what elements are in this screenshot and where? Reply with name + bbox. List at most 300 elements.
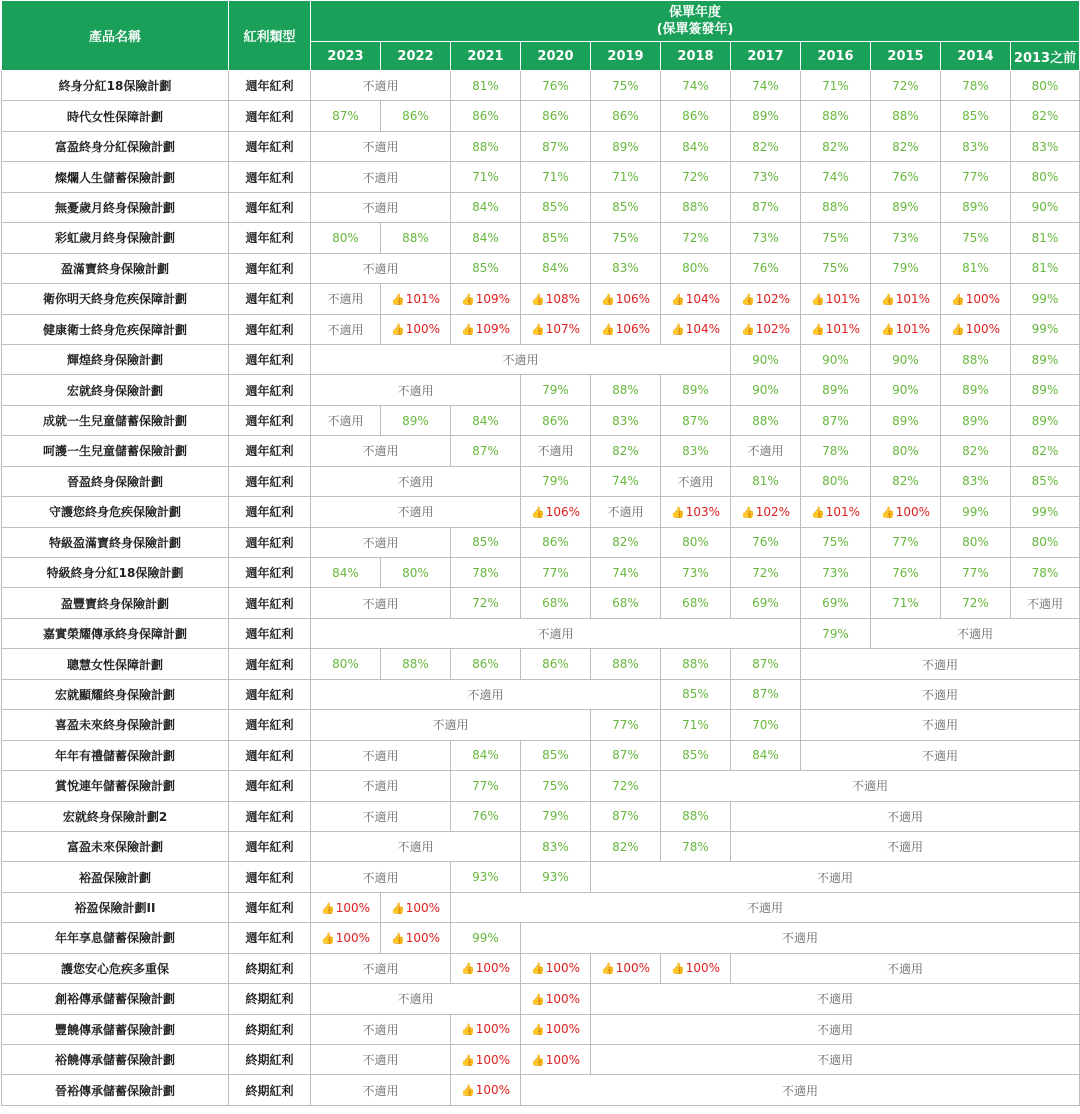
cell-value: 不適用 bbox=[817, 870, 854, 885]
cell-value: 103% bbox=[685, 504, 720, 519]
cell-value: 74% bbox=[612, 565, 639, 580]
cell-value: 83% bbox=[542, 839, 569, 854]
ratio-cell bbox=[451, 801, 521, 831]
dividend-type-cell: 週年紅利 bbox=[229, 162, 311, 192]
cell-value: 106% bbox=[545, 504, 580, 519]
not-applicable-cell bbox=[311, 405, 381, 435]
ratio-cell bbox=[661, 71, 731, 101]
dividend-type-cell: 週年紅利 bbox=[229, 831, 311, 861]
cell-value: 87% bbox=[682, 413, 709, 428]
table-row bbox=[2, 710, 1080, 740]
ratio-cell bbox=[521, 375, 591, 405]
cell-value: 101% bbox=[825, 291, 860, 306]
year-header-cell: 2019 bbox=[591, 42, 661, 71]
cell-value: 不適用 bbox=[887, 840, 924, 855]
not-applicable-cell bbox=[661, 466, 731, 496]
ratio-cell bbox=[661, 558, 731, 588]
cell-value: 81% bbox=[962, 261, 989, 276]
product-name-cell: 輝煌終身保險計劃 bbox=[2, 344, 229, 374]
dividend-type-cell: 週年紅利 bbox=[229, 192, 311, 222]
not-applicable-cell bbox=[521, 436, 591, 466]
cell-value: 76% bbox=[892, 170, 919, 185]
not-applicable-cell bbox=[661, 771, 1080, 801]
ratio-cell bbox=[731, 253, 801, 283]
cell-value: 75% bbox=[822, 230, 849, 245]
cell-value: 87% bbox=[612, 809, 639, 824]
cell-value: 73% bbox=[822, 565, 849, 580]
high-ratio-cell bbox=[941, 314, 1011, 344]
high-ratio-cell bbox=[871, 284, 941, 314]
cell-value: 89% bbox=[962, 413, 989, 428]
thumbs-up-icon: 👍 bbox=[460, 1084, 475, 1098]
ratio-cell bbox=[661, 375, 731, 405]
ratio-cell bbox=[451, 558, 521, 588]
ratio-cell bbox=[941, 192, 1011, 222]
not-applicable-cell bbox=[311, 192, 451, 222]
thumbs-up-icon: 👍 bbox=[950, 292, 965, 306]
year-header-cell: 2015 bbox=[871, 42, 941, 71]
ratio-cell bbox=[941, 558, 1011, 588]
cell-value: 73% bbox=[752, 230, 779, 245]
cell-value: 88% bbox=[402, 230, 429, 245]
thumbs-up-icon: 👍 bbox=[460, 292, 475, 306]
ratio-cell bbox=[591, 649, 661, 679]
ratio-cell bbox=[871, 375, 941, 405]
cell-value: 106% bbox=[615, 322, 650, 337]
ratio-cell bbox=[731, 192, 801, 222]
table-row bbox=[2, 831, 1080, 861]
ratio-cell bbox=[801, 405, 871, 435]
cell-value: 76% bbox=[752, 261, 779, 276]
cell-value: 不適用 bbox=[362, 596, 399, 611]
cell-value: 90% bbox=[752, 383, 779, 398]
ratio-cell bbox=[1011, 405, 1080, 435]
table-row bbox=[2, 344, 1080, 374]
ratio-cell bbox=[661, 740, 731, 770]
ratio-cell bbox=[521, 466, 591, 496]
ratio-cell bbox=[451, 588, 521, 618]
table-row bbox=[2, 771, 1080, 801]
thumbs-up-icon: 👍 bbox=[880, 505, 895, 519]
high-ratio-cell bbox=[731, 497, 801, 527]
thumbs-up-icon: 👍 bbox=[390, 323, 405, 337]
cell-value: 不適用 bbox=[607, 505, 644, 520]
cell-value: 80% bbox=[962, 535, 989, 550]
ratio-cell bbox=[661, 588, 731, 618]
ratio-cell bbox=[381, 405, 451, 435]
ratio-cell bbox=[941, 375, 1011, 405]
not-applicable-cell bbox=[521, 1075, 1080, 1105]
thumbs-up-icon: 👍 bbox=[810, 323, 825, 337]
table-row bbox=[2, 497, 1080, 527]
ratio-cell bbox=[451, 101, 521, 131]
cell-value: 85% bbox=[472, 261, 499, 276]
not-applicable-cell bbox=[871, 618, 1080, 648]
ratio-cell bbox=[801, 588, 871, 618]
cell-value: 102% bbox=[755, 504, 790, 519]
product-name-cell: 護您安心危疾多重保 bbox=[2, 953, 229, 983]
dividend-type-cell: 週年紅利 bbox=[229, 679, 311, 709]
ratio-cell bbox=[731, 558, 801, 588]
not-applicable-cell bbox=[801, 679, 1080, 709]
cell-value: 88% bbox=[892, 109, 919, 124]
ratio-cell bbox=[801, 223, 871, 253]
not-applicable-cell bbox=[311, 831, 521, 861]
table-row bbox=[2, 801, 1080, 831]
not-applicable-cell bbox=[311, 710, 591, 740]
dividend-type-cell: 週年紅利 bbox=[229, 131, 311, 161]
cell-value: 89% bbox=[892, 200, 919, 215]
cell-value: 68% bbox=[542, 596, 569, 611]
not-applicable-cell bbox=[311, 771, 451, 801]
product-name-cell: 晉裕傳承儲蓄保險計劃 bbox=[2, 1075, 229, 1105]
cell-value: 100% bbox=[405, 322, 440, 337]
table-body bbox=[2, 71, 1080, 1106]
thumbs-up-icon: 👍 bbox=[740, 505, 755, 519]
cell-value: 77% bbox=[542, 565, 569, 580]
table-row bbox=[2, 192, 1080, 222]
ratio-cell bbox=[451, 923, 521, 953]
table-row bbox=[2, 71, 1080, 101]
cell-value: 107% bbox=[545, 322, 580, 337]
cell-value: 100% bbox=[545, 991, 580, 1006]
ratio-cell bbox=[521, 405, 591, 435]
product-name-cell: 無憂歲月終身保險計劃 bbox=[2, 192, 229, 222]
product-name-cell: 裕饒傳承儲蓄保險計劃 bbox=[2, 1045, 229, 1075]
high-ratio-cell bbox=[871, 314, 941, 344]
dividend-type-cell: 週年紅利 bbox=[229, 375, 311, 405]
header-policy-year bbox=[311, 1, 1080, 42]
cell-value: 100% bbox=[615, 961, 650, 976]
year-header-cell: 2021 bbox=[451, 42, 521, 71]
table-row bbox=[2, 740, 1080, 770]
cell-value: 99% bbox=[1031, 291, 1059, 306]
ratio-cell bbox=[591, 405, 661, 435]
cell-value: 不適用 bbox=[362, 748, 399, 763]
table-row bbox=[2, 1045, 1080, 1075]
cell-value: 89% bbox=[682, 383, 709, 398]
cell-value: 88% bbox=[472, 139, 499, 154]
ratio-cell bbox=[521, 558, 591, 588]
header-policy-year-title: 保單年度 bbox=[669, 5, 722, 20]
cell-value: 不適用 bbox=[432, 718, 469, 733]
cell-value: 86% bbox=[542, 657, 569, 672]
year-header-cell: 2014 bbox=[941, 42, 1011, 71]
cell-value: 89% bbox=[752, 109, 779, 124]
cell-value: 不適用 bbox=[817, 1053, 854, 1068]
ratio-cell bbox=[801, 375, 871, 405]
table-row bbox=[2, 314, 1080, 344]
cell-value: 73% bbox=[682, 565, 709, 580]
cell-value: 82% bbox=[612, 443, 639, 458]
ratio-cell bbox=[801, 131, 871, 161]
ratio-cell bbox=[451, 436, 521, 466]
product-name-cell: 時代女性保障計劃 bbox=[2, 101, 229, 131]
cell-value: 82% bbox=[962, 443, 989, 458]
thumbs-up-icon: 👍 bbox=[390, 931, 405, 945]
table-row bbox=[2, 1075, 1080, 1105]
not-applicable-cell bbox=[731, 953, 1080, 983]
cell-value: 82% bbox=[822, 139, 849, 154]
ratio-cell bbox=[521, 649, 591, 679]
ratio-cell bbox=[451, 192, 521, 222]
cell-value: 100% bbox=[475, 1022, 510, 1037]
high-ratio-cell bbox=[451, 284, 521, 314]
ratio-cell bbox=[1011, 344, 1080, 374]
table-row bbox=[2, 649, 1080, 679]
cell-value: 不適用 bbox=[922, 687, 959, 702]
ratio-cell bbox=[661, 831, 731, 861]
cell-value: 89% bbox=[822, 383, 849, 398]
cell-value: 69% bbox=[822, 596, 849, 611]
table-row bbox=[2, 588, 1080, 618]
thumbs-up-icon: 👍 bbox=[460, 962, 475, 976]
cell-value: 68% bbox=[682, 596, 709, 611]
cell-value: 不適用 bbox=[397, 383, 434, 398]
cell-value: 81% bbox=[1031, 230, 1059, 245]
cell-value: 100% bbox=[545, 1052, 580, 1067]
cell-value: 82% bbox=[1031, 109, 1059, 124]
product-name-cell: 盈滿寶終身保險計劃 bbox=[2, 253, 229, 283]
ratio-cell bbox=[591, 375, 661, 405]
cell-value: 75% bbox=[822, 535, 849, 550]
ratio-cell bbox=[661, 679, 731, 709]
thumbs-up-icon: 👍 bbox=[950, 323, 965, 337]
cell-value: 82% bbox=[892, 139, 919, 154]
cell-value: 不適用 bbox=[327, 292, 364, 307]
cell-value: 70% bbox=[752, 717, 779, 732]
ratio-cell bbox=[1011, 131, 1080, 161]
dividend-type-cell: 週年紅利 bbox=[229, 497, 311, 527]
ratio-cell bbox=[521, 588, 591, 618]
cell-value: 87% bbox=[752, 200, 779, 215]
thumbs-up-icon: 👍 bbox=[670, 292, 685, 306]
cell-value: 88% bbox=[822, 200, 849, 215]
cell-value: 73% bbox=[752, 170, 779, 185]
dividend-type-cell: 週年紅利 bbox=[229, 710, 311, 740]
ratio-cell bbox=[451, 405, 521, 435]
cell-value: 85% bbox=[1031, 474, 1059, 489]
ratio-cell bbox=[941, 497, 1011, 527]
ratio-cell bbox=[311, 558, 381, 588]
ratio-cell bbox=[731, 679, 801, 709]
cell-value: 77% bbox=[612, 717, 639, 732]
ratio-cell bbox=[661, 192, 731, 222]
ratio-cell bbox=[731, 223, 801, 253]
ratio-cell bbox=[521, 253, 591, 283]
thumbs-up-icon: 👍 bbox=[530, 992, 545, 1006]
cell-value: 101% bbox=[895, 291, 930, 306]
cell-value: 80% bbox=[1031, 78, 1059, 93]
cell-value: 不適用 bbox=[362, 535, 399, 550]
cell-value: 86% bbox=[472, 109, 499, 124]
cell-value: 不適用 bbox=[327, 322, 364, 337]
ratio-cell bbox=[521, 740, 591, 770]
ratio-cell bbox=[591, 131, 661, 161]
cell-value: 不適用 bbox=[362, 140, 399, 155]
ratio-cell bbox=[591, 710, 661, 740]
high-ratio-cell bbox=[521, 284, 591, 314]
cell-value: 80% bbox=[682, 535, 709, 550]
cell-value: 86% bbox=[542, 535, 569, 550]
cell-value: 87% bbox=[822, 413, 849, 428]
table-row bbox=[2, 101, 1080, 131]
product-name-cell: 宏就終身保險計劃 bbox=[2, 375, 229, 405]
product-name-cell: 喜盈未來終身保險計劃 bbox=[2, 710, 229, 740]
cell-value: 89% bbox=[1031, 383, 1059, 398]
product-name-cell: 創裕傳承儲蓄保險計劃 bbox=[2, 984, 229, 1014]
cell-value: 82% bbox=[612, 535, 639, 550]
cell-value: 93% bbox=[472, 870, 499, 885]
cell-value: 80% bbox=[332, 230, 359, 245]
ratio-cell bbox=[591, 192, 661, 222]
product-name-cell: 彩虹歲月終身保險計劃 bbox=[2, 223, 229, 253]
product-name-cell: 衛你明天終身危疾保障計劃 bbox=[2, 284, 229, 314]
product-name-cell: 聰慧女性保障計劃 bbox=[2, 649, 229, 679]
not-applicable-cell bbox=[311, 1014, 451, 1044]
cell-value: 不適用 bbox=[922, 657, 959, 672]
ratio-cell bbox=[1011, 223, 1080, 253]
product-name-cell: 裕盈保險計劃 bbox=[2, 862, 229, 892]
cell-value: 不適用 bbox=[1027, 596, 1064, 611]
cell-value: 82% bbox=[1031, 443, 1059, 458]
product-name-cell: 年年有禮儲蓄保險計劃 bbox=[2, 740, 229, 770]
cell-value: 108% bbox=[545, 291, 580, 306]
high-ratio-cell bbox=[731, 284, 801, 314]
thumbs-up-icon: 👍 bbox=[530, 1053, 545, 1067]
cell-value: 109% bbox=[475, 291, 510, 306]
ratio-cell bbox=[1011, 314, 1080, 344]
not-applicable-cell bbox=[311, 588, 451, 618]
cell-value: 86% bbox=[612, 109, 639, 124]
ratio-cell bbox=[801, 466, 871, 496]
high-ratio-cell bbox=[521, 1014, 591, 1044]
ratio-cell bbox=[521, 801, 591, 831]
thumbs-up-icon: 👍 bbox=[530, 323, 545, 337]
not-applicable-cell bbox=[1011, 588, 1080, 618]
table-row bbox=[2, 436, 1080, 466]
product-name-cell: 終身分紅18保險計劃 bbox=[2, 71, 229, 101]
dividend-type-cell: 週年紅利 bbox=[229, 436, 311, 466]
ratio-cell bbox=[801, 101, 871, 131]
product-name-cell: 守護您終身危疾保險計劃 bbox=[2, 497, 229, 527]
table-row bbox=[2, 984, 1080, 1014]
thumbs-up-icon: 👍 bbox=[530, 962, 545, 976]
cell-value: 90% bbox=[1031, 200, 1059, 215]
ratio-cell bbox=[591, 253, 661, 283]
header-dividend-type: 紅利類型 bbox=[229, 1, 311, 71]
table-row bbox=[2, 862, 1080, 892]
product-name-cell: 健康衛士終身危疾保障計劃 bbox=[2, 314, 229, 344]
ratio-cell bbox=[801, 162, 871, 192]
cell-value: 88% bbox=[682, 657, 709, 672]
dividend-type-cell: 週年紅利 bbox=[229, 284, 311, 314]
cell-value: 不適用 bbox=[747, 444, 784, 459]
ratio-cell bbox=[451, 862, 521, 892]
high-ratio-cell bbox=[521, 984, 591, 1014]
cell-value: 71% bbox=[612, 170, 639, 185]
cell-value: 87% bbox=[472, 443, 499, 458]
high-ratio-cell bbox=[381, 923, 451, 953]
ratio-cell bbox=[381, 101, 451, 131]
cell-value: 80% bbox=[682, 261, 709, 276]
dividend-type-cell: 週年紅利 bbox=[229, 618, 311, 648]
ratio-cell bbox=[941, 223, 1011, 253]
ratio-cell bbox=[521, 192, 591, 222]
year-header-cell: 2013之前 bbox=[1011, 42, 1080, 71]
product-name-cell: 盈豐寶終身保險計劃 bbox=[2, 588, 229, 618]
cell-value: 86% bbox=[682, 109, 709, 124]
dividend-fulfillment-table bbox=[1, 0, 1080, 1106]
cell-value: 82% bbox=[612, 839, 639, 854]
cell-value: 100% bbox=[545, 961, 580, 976]
high-ratio-cell bbox=[801, 314, 871, 344]
not-applicable-cell bbox=[311, 618, 801, 648]
not-applicable-cell bbox=[311, 953, 451, 983]
cell-value: 68% bbox=[612, 596, 639, 611]
cell-value: 不適用 bbox=[922, 718, 959, 733]
cell-value: 99% bbox=[1031, 322, 1059, 337]
cell-value: 87% bbox=[612, 748, 639, 763]
cell-value: 76% bbox=[472, 809, 499, 824]
high-ratio-cell bbox=[591, 314, 661, 344]
dividend-type-cell: 週年紅利 bbox=[229, 527, 311, 557]
cell-value: 84% bbox=[472, 230, 499, 245]
cell-value: 100% bbox=[335, 930, 370, 945]
cell-value: 104% bbox=[685, 322, 720, 337]
ratio-cell bbox=[451, 131, 521, 161]
thumbs-up-icon: 👍 bbox=[880, 292, 895, 306]
year-header-cell: 2022 bbox=[381, 42, 451, 71]
ratio-cell bbox=[941, 162, 1011, 192]
ratio-cell bbox=[521, 527, 591, 557]
ratio-cell bbox=[381, 558, 451, 588]
ratio-cell bbox=[871, 344, 941, 374]
cell-value: 85% bbox=[682, 748, 709, 763]
dividend-type-cell: 週年紅利 bbox=[229, 253, 311, 283]
not-applicable-cell bbox=[731, 801, 1080, 831]
not-applicable-cell bbox=[311, 1075, 451, 1105]
cell-value: 84% bbox=[752, 748, 779, 763]
cell-value: 100% bbox=[405, 900, 440, 915]
cell-value: 86% bbox=[402, 109, 429, 124]
cell-value: 90% bbox=[892, 352, 919, 367]
product-name-cell: 賞悅連年儲蓄保險計劃 bbox=[2, 771, 229, 801]
not-applicable-cell bbox=[591, 1014, 1080, 1044]
cell-value: 85% bbox=[612, 200, 639, 215]
cell-value: 83% bbox=[962, 474, 989, 489]
cell-value: 不適用 bbox=[922, 748, 959, 763]
ratio-cell bbox=[451, 527, 521, 557]
not-applicable-cell bbox=[311, 344, 731, 374]
cell-value: 不適用 bbox=[362, 200, 399, 215]
ratio-cell bbox=[661, 436, 731, 466]
ratio-cell bbox=[1011, 466, 1080, 496]
dividend-type-cell: 週年紅利 bbox=[229, 801, 311, 831]
table-row bbox=[2, 131, 1080, 161]
ratio-cell bbox=[871, 71, 941, 101]
product-name-cell: 宏就顯耀終身保險計劃 bbox=[2, 679, 229, 709]
product-name-cell: 裕盈保險計劃II bbox=[2, 892, 229, 922]
cell-value: 100% bbox=[405, 930, 440, 945]
cell-value: 88% bbox=[682, 809, 709, 824]
cell-value: 88% bbox=[612, 383, 639, 398]
product-name-cell: 成就一生兒童儲蓄保險計劃 bbox=[2, 405, 229, 435]
cell-value: 100% bbox=[685, 961, 720, 976]
cell-value: 72% bbox=[752, 565, 779, 580]
not-applicable-cell bbox=[591, 497, 661, 527]
ratio-cell bbox=[451, 771, 521, 801]
